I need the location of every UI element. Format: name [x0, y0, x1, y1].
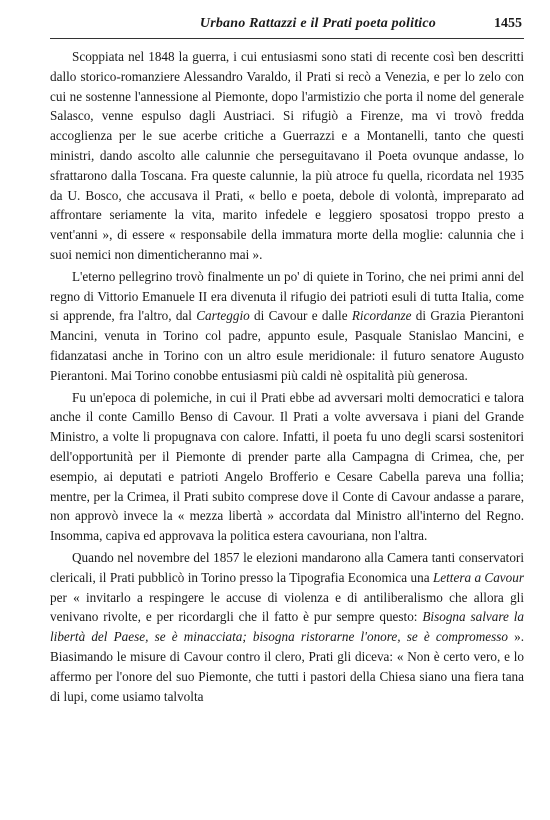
book-title-lettera: Lettera a Cavour	[432, 569, 524, 585]
book-title-carteggio: Carteggio	[196, 308, 250, 324]
paragraph-turin-refuge	[50, 267, 524, 386]
paragraph-letter-to-cavour	[50, 548, 524, 706]
running-title: Urbano Rattazzi e il Prati poeta politico	[199, 16, 436, 31]
text-run: Scoppiata nel 1848 la guerra, i cui entusiasmi sono stati di recente così ben descritti dallo storico-romanziere Alessandro Varaldo, il Prati si recò a Venezia, e per lo zelo con cui ne sostenne l'annessione al Piemonte, dopo l'armistizio che porta il nome del generale Salasco, venne espulso dagli Austriaci. Si rifugiò a Firenze, ma vi trovò fredda accoglienza per le sue acerbe critiche a Guerrazzi e a Montanelli, tanto che questi ministri, dando ascolto alle calunnie che perseguitavano il Poeta ovunque andasse, lo sfrattarono dalla Toscana. Fra queste calunnie, la più atroce fu quella, ricordata nel 1935 da U. Bosco, che accusava il Prati, « bello e poeta, debole di volontà, impreparato ad affrontare seriamente la vita, marito infedele e leggiero sposatosi troppo presto a vent'anni », di essere « responsabile della immatura morte della moglie: calunnia che i suoi nemici non dimenticheranno mai ».	[50, 49, 524, 262]
article-body	[50, 47, 524, 706]
text-run: Quando nel novembre del 1857 le elezioni mandarono alla Camera tanti conservatori clericali, il Prati pubblicò in Torino presso la Tipografia Economica una	[50, 549, 524, 585]
running-header	[50, 14, 524, 39]
text-run: Fu un'epoca di polemiche, in cui il Prati ebbe ad avversari molti democratici e talora anche il conte Camillo Benso di Cavour. Il Prati a volte avversava i piani del Grande Ministro, a volte li propugnava con calore. Infatti, il poeta fu uno degli scarsi sostenitori dell'opportunità per il Piemonte di prender parte alla Campagna di Crimea, che, per esempio, ai deputati e patrioti Angelo Brofferio e Cesare Cabella pareva una follia; mentre, per la Crimea, il Prati subito comprese dove il Conte di Cavour andasse a parare, non approvò invece la « mezza libertà » accordata dal Ministro all'interno del Regno. Insomma, capiva ed approvava la politica estera cavouriana, non l'altra.	[50, 389, 524, 544]
text-run: per « invitarlo a respingere le accuse di violenza e di antiliberalismo che allora gli venivano rivolte, e per ricordargli che il fatto è pur sempre questo:	[50, 589, 524, 625]
paragraph-polemics-cavour	[50, 388, 524, 546]
text-run: L'eterno pellegrino trovò finalmente un po' di quiete in Torino, che nei primi anni del regno di Vittorio Emanuele II era divenuta il rifugio dei patrioti esuli di tutta Italia, come si apprende, fra l'altro, dal	[50, 268, 524, 324]
text-run: di Cavour e dalle	[249, 308, 352, 324]
text-run: ». Biasimando le misure di Cavour contro il clero, Prati gli diceva: « Non è certo vero, e lo affermo per l'onore del suo Piemonte, che tutti i pastori della Chiesa siano una fiera tana di lupi, come usiamo talvolta	[50, 629, 524, 704]
book-title-ricordanze: Ricordanze	[351, 308, 412, 324]
italic-quote: Bisogna salvare la libertà del Paese, se è minacciata; bisogna ristorarne l'onore, se è compromesso	[50, 609, 524, 645]
page-number: 1455	[494, 16, 522, 31]
text-run: di Grazia Pierantoni Mancini, venuta in Torino col padre, appunto esule, Pasquale Stanislao Mancini, e fidanzatasi anche in Torino con un altro esule meridionale: il futuro senatore Augusto Pierantoni. Mai Torino conobbe entusiasmi più caldi nè ospitalità più generosa.	[50, 308, 524, 383]
paragraph-war-1848	[50, 47, 524, 265]
